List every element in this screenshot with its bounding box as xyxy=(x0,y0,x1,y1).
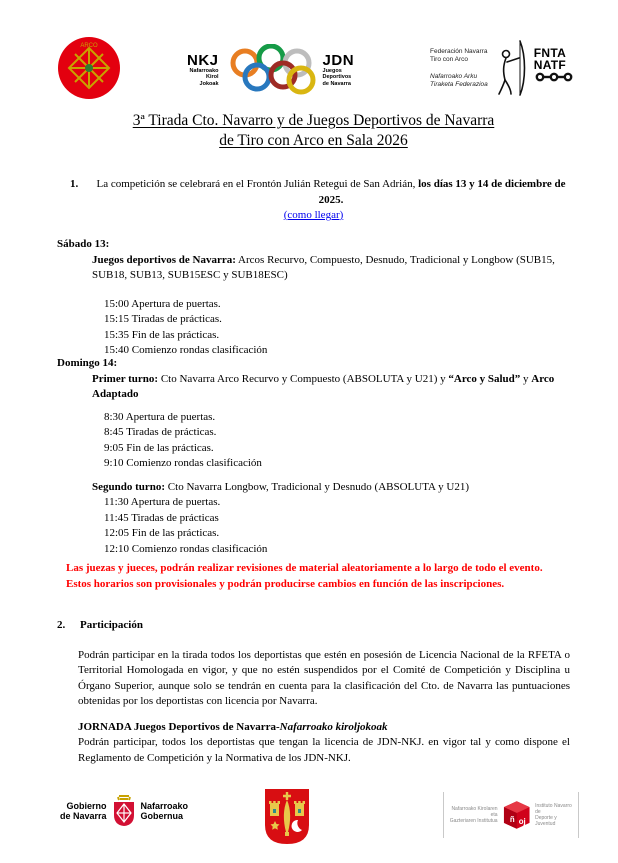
sunday-section: Domingo 14: Primer turno: Cto Navarra Arco Recurvo y Compuesto (ABSOLUTA y U21) y “Arco y Salud” y Arco Adaptado 8:30 Apertura de puertas. 8:45 Tiradas de prácticas. 9:05 Fin de las prácticas. 9:10 Comienzo rondas clasificación Segundo turno: Cto Navarra Longbow, Tradicional y Desnudo (ABSOLUTA y U21) 11:30 Apertura de puertas. 11:45 Tiradas de prácticas 12:05 Fin de las prácticas. 12:10 Comienzo rondas clasificación xyxy=(57,356,570,557)
important-notices xyxy=(66,561,575,592)
nkj-jdn-logo xyxy=(187,44,354,96)
svg-text:oj: oj xyxy=(518,816,526,826)
schedule-entry: 9:10 Comienzo rondas clasificación xyxy=(104,457,262,469)
archer-icon xyxy=(493,38,529,98)
saturday-section xyxy=(57,237,570,359)
fnta-federation-logo xyxy=(430,38,574,98)
chain-icon xyxy=(534,71,574,83)
saturday-schedule xyxy=(57,297,570,359)
item-1-text: La competición se celebrará en el Frontón Julián Retegui de San Adrián, xyxy=(96,178,419,190)
indj-cube-icon xyxy=(502,799,532,831)
fnta-abbr-block: FNTA NATF xyxy=(534,47,574,89)
jdn-abbr: JDN xyxy=(322,51,355,69)
schedule-entry: 9:05 Fin de las prácticas. xyxy=(104,441,214,454)
gobierno-navarra-logo: Gobierno de Navarra Nafarroako Gobernua xyxy=(60,795,188,827)
jornada-heading-basque: Nafarroako kiroljokoak xyxy=(279,720,388,733)
item-1-venue xyxy=(57,177,570,224)
schedule-entry: 8:45 Tiradas de prácticas. xyxy=(104,426,217,438)
jornada-block: JORNADA Juegos Deportivos de Navarra-Nafarroako kiroljokoak Podrán participar, todos los deportistas que tengan la licencia de JDN-NKJ. en vigor tal y como dispone el Reglamento de Competición y la Normativa de los JDN-NKJ. xyxy=(57,720,570,767)
como-llegar-link[interactable]: (como llegar) xyxy=(283,209,344,221)
saturday-heading: Sábado 13: xyxy=(57,238,110,250)
svg-text:ARCO: ARCO xyxy=(80,43,98,49)
schedule-entry: 15:00 Apertura de puertas. xyxy=(104,297,221,310)
schedule-entry: 15:40 Comienzo rondas clasificación xyxy=(104,344,268,356)
schedule-entry: 11:45 Tiradas de prácticas xyxy=(104,511,219,524)
sunday-second-schedule xyxy=(57,495,570,557)
item-1-number: 1. xyxy=(70,178,79,190)
jdn-label: JDN Juegos Deportivos de Navarra xyxy=(322,51,355,87)
first-turn-label: Primer turno: xyxy=(92,372,159,385)
nkj-label: NKJ Nafarroako Kirol Jokoak xyxy=(187,51,219,87)
sunday-heading: Domingo 14: xyxy=(57,357,118,369)
club-arco-emblem-icon xyxy=(57,36,121,100)
saturday-category-text: Arcos Recurvo, Compuesto, Desnudo, Tradicional y Longbow (SUB15, SUB18, SUB13, SUB15ESC y SUB18ESC) xyxy=(92,253,555,281)
schedule-entry: 12:10 Comienzo rondas clasificación xyxy=(104,542,268,555)
fnta-federation-names: Federación Navarra Tiro con Arco Nafarroako Arku Tiraketa Federazioa xyxy=(430,47,488,88)
jornada-paragraph: Podrán participar, todos los deportistas que tengan la licencia de JDN-NKJ. en vigor tal y como dispone el Reglamento de Competición y la Normativa de los JDN-NKJ. xyxy=(78,736,570,764)
instituto-navarro-deporte-logo xyxy=(443,792,579,838)
jornada-heading: JORNADA Juegos Deportivos de Navarra xyxy=(78,720,276,733)
notice-schedule-provisional: Estos horarios son provisionales y podrán producirse cambios en función de las inscripciones. xyxy=(66,577,505,590)
schedule-entry: 12:05 Fin de las prácticas. xyxy=(104,527,220,539)
san-adrian-shield-icon xyxy=(262,787,312,853)
svg-text:ñ: ñ xyxy=(509,814,515,824)
item-1-dates: los días 13 y 14 de diciembre de 2025. xyxy=(318,178,566,206)
section-2-heading: Participación xyxy=(80,619,143,631)
indj-basque-name: Nafarroako Kirolaren eta Gazteriaren Institutua xyxy=(449,806,498,824)
schedule-entry: 11:30 Apertura de puertas. xyxy=(104,496,221,508)
participation-section xyxy=(57,618,570,766)
notice-judges: Las juezas y jueces, podrán realizar revisiones de material aleatoriamente a lo largo de todo el evento. xyxy=(66,562,543,574)
participation-paragraph: Podrán participar en la tirada todos los deportistas que estén en posesión de Licencia Nacional de la RFETA o Territorial Homologada en vigor, y que no estén suspendidos por el Comité de Competición y Disciplina u Órgano Superior, aunque solo se tendrán en cuenta para la clasificación del Cto. de Navarra las puntuaciones obtenidas por los deportistas con licencia por Navarra. xyxy=(78,648,570,707)
schedule-entry: 15:35 Fin de las prácticas. xyxy=(104,328,220,341)
sunday-first-schedule xyxy=(57,410,570,472)
nkj-abbr: NKJ xyxy=(187,51,219,69)
saturday-category-label: Juegos deportivos de Navarra: xyxy=(92,253,236,266)
indj-spanish-name: Instituto Navarro de Deporte y Juventud xyxy=(535,803,572,827)
schedule-entry: 8:30 Apertura de puertas. xyxy=(104,410,216,423)
second-turn-label: Segundo turno: xyxy=(92,480,166,493)
section-2-number: 2. xyxy=(57,619,66,631)
schedule-entry: 15:15 Tiradas de prácticas. xyxy=(104,313,222,325)
olympic-rings-icon xyxy=(225,44,317,96)
navarra-shield-icon xyxy=(112,795,136,827)
page-title: 3ª Tirada Cto. Navarro y de Juegos Deportivos de Navarra de Tiro con Arco en Sala 2026 xyxy=(132,112,495,149)
